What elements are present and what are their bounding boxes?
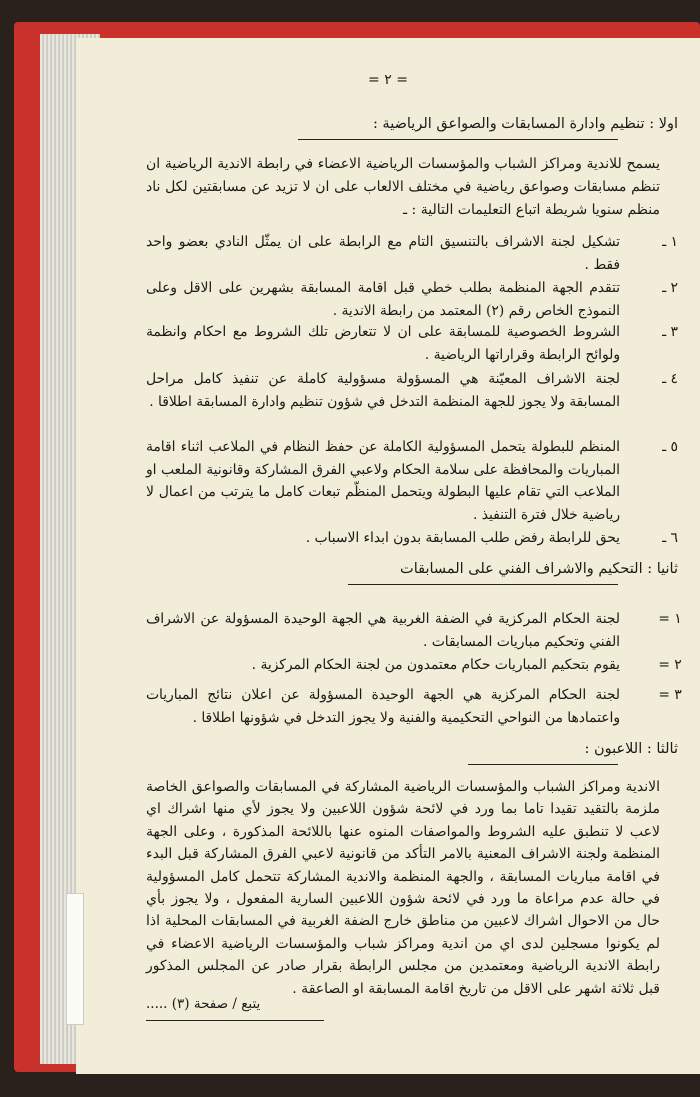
section2-underline: [348, 584, 618, 585]
section2-item-2: ٢ = يقوم بتحكيم المباريات حكام معتمدون من لجنة الحكام المركزية .: [251, 657, 682, 673]
section1-underline: [298, 139, 618, 140]
section1-intro: يسمح للاندية ومراكز الشباب والمؤسسات الرياضية الاعضاء في رابطة الاندية الرياضية ان تنظم مسابقات وصواعق رياضية في مختلف الالعاب على ان لا تزيد عن مسابقتين لكل ناد منظم سنويا شريطة اتباع التعليمات التالية : ـ: [146, 156, 660, 218]
document-page: [76, 38, 700, 1074]
section1-item-3: ٣ ـ الشروط الخصوصية للمسابقة على ان لا تتعارض تلك الشروط مع احكام وانظمة ولوائح الرابطة وقراراتها الرياضية .: [146, 324, 678, 363]
section1-item-5: ٥ ـ المنظم للبطولة يتحمل المسؤولية الكاملة عن حفظ النظام في الملاعب اثناء اقامة المباريات والمحافظة على سلامة الحكام ولاعبي الفرق المشاركة وقانونية الملعب او الملاعب التي تقام عليها البطولة ويتحمل المنظّم تبعات كامل ما يترتب من اعمال لا رياضية خلال فترة التنفيذ .: [146, 439, 678, 523]
paper-tab: [66, 893, 84, 1025]
section3-title: ثالثا : اللاعبون :: [584, 741, 678, 757]
section2-item-1: ١ = لجنة الحكام المركزية في الضفة الغربية هي الجهة الوحيدة المسؤولة عن الاشراف الفني وتحكيم مباريات المسابقات .: [146, 611, 682, 650]
continuation-underline: [146, 1020, 324, 1021]
section3-underline: [468, 764, 618, 765]
page-number: = ٢ =: [368, 72, 408, 88]
section2-item-3: ٣ = لجنة الحكام المركزية هي الجهة الوحيدة المسؤولة عن اعلان نتائج المباريات واعتمادها من النواحي التحكيمية والفنية ولا يجوز التدخل في شؤونها اطلاقا .: [146, 687, 682, 726]
section1-title: اولا : تنظيم وادارة المسابقات والصواعق الرياضية :: [373, 116, 678, 132]
section3-body: الاندية ومراكز الشباب والمؤسسات الرياضية المشاركة في المسابقات والصواعق الخاصة ملزمة بالتقيد تقيدا تاما بما ورد في لائحة شؤون اللاعبين ولا يجوز لأي منها اشراك اي لاعب لا تنطبق عليه الشروط والمواصفات المنوه عنها باللائحة المذكورة ، وعلى الجهة المنظمة ولجنة الاشراف المعنية بالامر التأكد من قانونية لاعبي الفرق المشاركة قبل البدء في اقامة مباريات المسابقة ، والجهة المنظمة والاندية المشاركة تتحمل كامل المسؤولية في حالة عدم مراعاة ما ورد في لائحة شؤون اللاعبين السارية المفعول ، ولا يجوز بأي حال من الاحوال اشراك لاعبين من مناطق خارج الضفة الغربية في المسابقات المحلية اذا لم يكونوا مسجلين لدى اي من اندية ومراكز شباب والمؤسسات الرياضية الاعضاء في رابطة الاندية الرياضية ومعتمدين من مجلس الرابطة بقرار صادر عن المجلس المذكور قبل ثلاثة اشهر على الاقل من تاريخ اقامة المسابقة او الصاعقة .: [146, 779, 660, 997]
section2-title: ثانيا : التحكيم والاشراف الفني على المسابقات: [400, 561, 678, 577]
section1-item-4: ٤ ـ لجنة الاشراف المعيّنة هي المسؤولة مسؤولية كاملة عن تنفيذ كامل مراحل المسابقة ولا يجوز للجهة المنظمة التدخل في شؤون تنظيم وادارة المسابقة اطلاقا .: [146, 371, 678, 410]
section1-item-2: ٢ ـ تتقدم الجهة المنظمة بطلب خطي قبل اقامة المسابقة بشهرين على الاقل وعلى النموذج الخاص رقم (٢) المعتمد من رابطة الاندية .: [146, 280, 678, 319]
section1-item-1: ١ ـ تشكيل لجنة الاشراف بالتنسيق التام مع الرابطة على ان يمثّل النادي بعضو واحد فقط .: [146, 234, 678, 273]
continuation-note: يتبع / صفحة (٣) .....: [146, 996, 261, 1012]
section1-item-6: ٦ ـ يحق للرابطة رفض طلب المسابقة بدون ابداء الاسباب .: [305, 530, 678, 546]
